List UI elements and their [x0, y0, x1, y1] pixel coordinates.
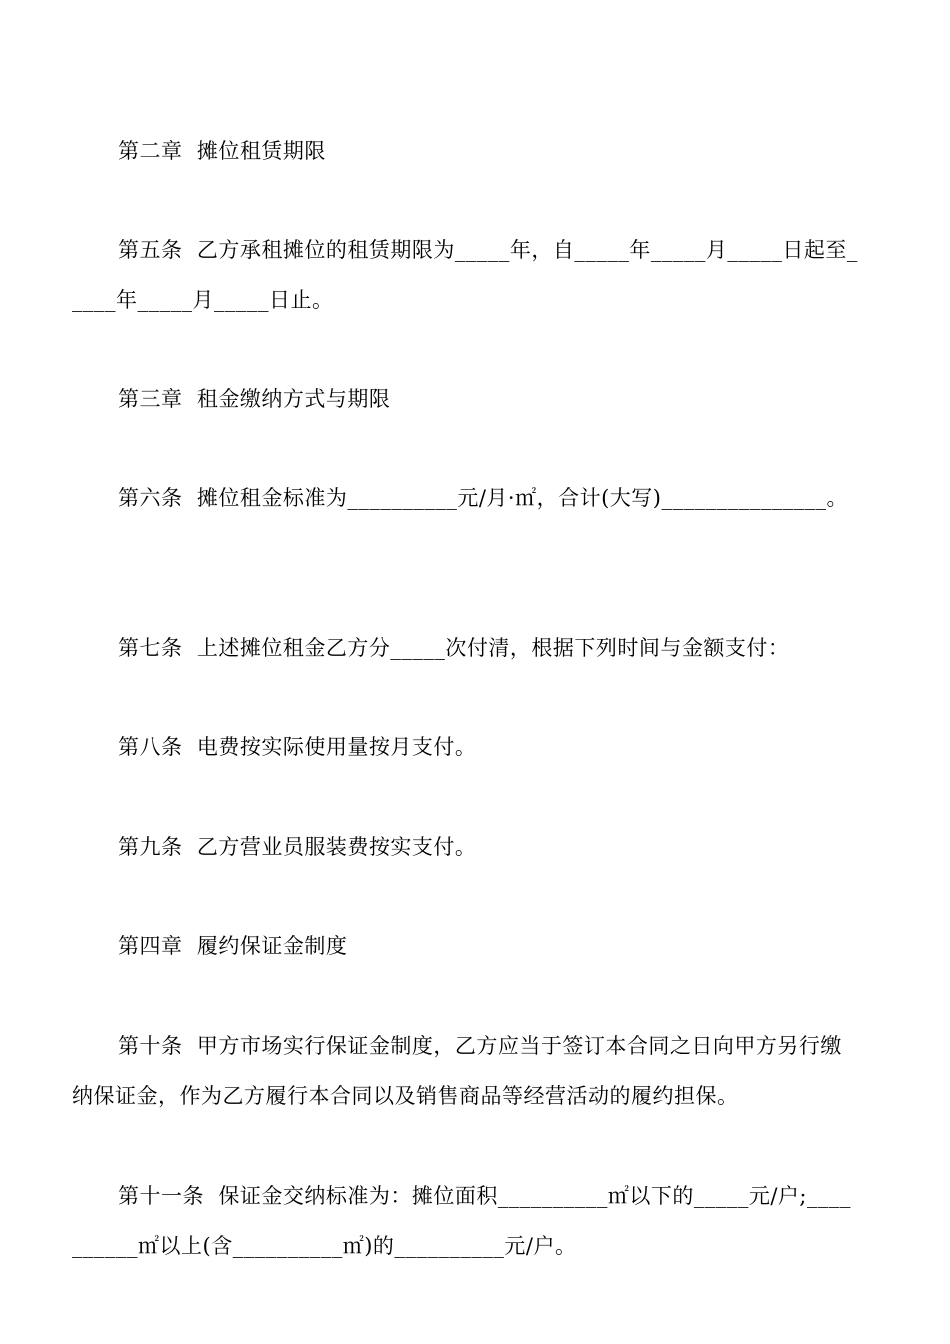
chapter-4-heading: 第四章 履约保证金制度 [118, 934, 348, 958]
article-5-line-1: 第五条 乙方承租摊位的租赁期限为_____年，自_____年_____月_____日起至_ [118, 238, 858, 262]
article-6: 第六条 摊位租金标准为__________元/月·㎡，合计(大写)_______________。 [118, 486, 848, 510]
article-11-line-1: 第十一条 保证金交纳标准为：摊位面积__________㎡以下的_____元/户;____ [118, 1184, 851, 1208]
chapter-3-heading: 第三章 租金缴纳方式与期限 [118, 387, 391, 411]
article-9: 第九条 乙方营业员服装费按实支付。 [118, 835, 477, 859]
article-10-line-2: 纳保证金，作为乙方履行本合同以及销售商品等经营活动的履约担保。 [72, 1084, 739, 1108]
article-11-line-2: ______㎡以上(含__________㎡)的__________元/户。 [72, 1234, 577, 1258]
article-8: 第八条 电费按实际使用量按月支付。 [118, 735, 477, 759]
article-10-line-1: 第十条 甲方市场实行保证金制度，乙方应当于签订本合同之日向甲方另行缴 [118, 1034, 842, 1058]
article-5-line-2: ____年_____月_____日止。 [72, 288, 334, 312]
article-7: 第七条 上述摊位租金乙方分_____次付清，根据下列时间与金额支付： [118, 636, 790, 660]
chapter-2-heading: 第二章 摊位租赁期限 [118, 139, 326, 163]
